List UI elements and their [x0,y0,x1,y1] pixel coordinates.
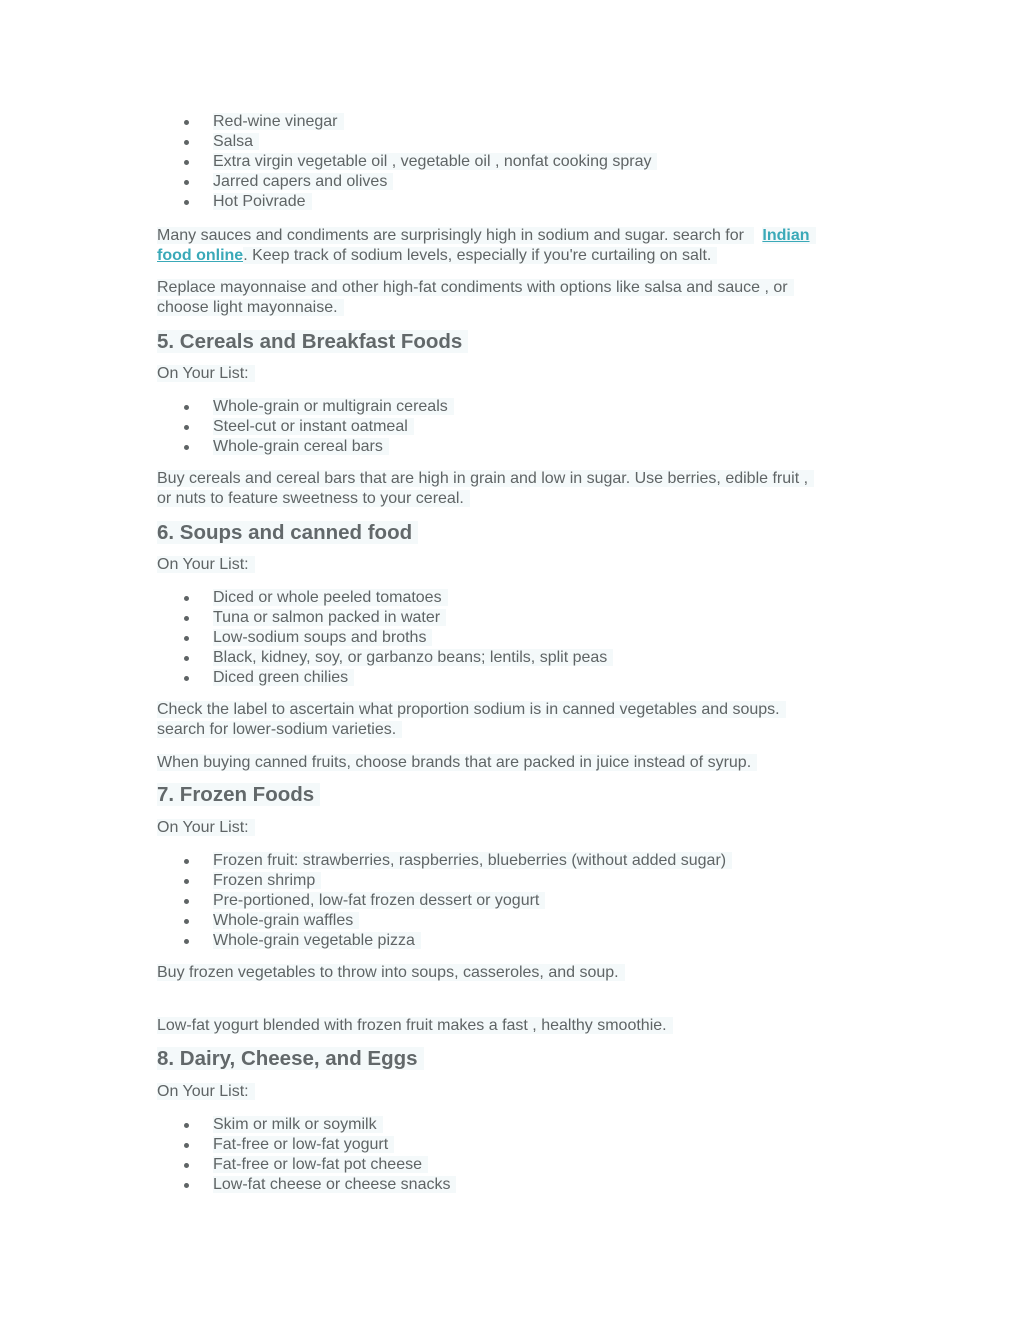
bullet-icon [184,180,189,185]
on-your-list-label: On Your List: [157,818,869,838]
smoothie-note: Low-fat yogurt blended with frozen fruit makes a fast , healthy smoothie. [157,1016,869,1036]
bullet-icon [184,899,189,904]
bullet-icon [184,425,189,430]
cereals-list [157,397,869,457]
dairy-list [157,1115,869,1195]
list-item: Low-fat cheese or cheese snacks [157,1175,869,1195]
list-item: Black, kidney, soy, or garbanzo beans; lentils, split peas [157,648,869,668]
bullet-icon [184,405,189,410]
on-your-list-label: On Your List: [157,1082,869,1102]
list-item: Diced green chilies [157,668,869,688]
bullet-icon [184,1163,189,1168]
list-item: Low-sodium soups and broths [157,628,869,648]
list-item: Pre-portioned, low-fat frozen dessert or yogurt [157,891,869,911]
list-item: Frozen shrimp [157,871,869,891]
frozen-list [157,851,869,951]
indian-food-online-link[interactable]: Indian [762,227,815,244]
bullet-icon [184,636,189,641]
list-item: Whole-grain vegetable pizza [157,931,869,951]
list-item: Skim or milk or soymilk [157,1115,869,1135]
list-item: Fat-free or low-fat yogurt [157,1135,869,1155]
list-item: Extra virgin vegetable oil , vegetable oil , nonfat cooking spray [157,152,869,172]
indian-food-online-link-continued[interactable]: food online [157,247,244,264]
bullet-icon [184,160,189,165]
bullet-icon [184,445,189,450]
frozen-vegetables-note: Buy frozen vegetables to throw into soups, casseroles, and soup. [157,963,869,983]
list-item: Hot Poivrade [157,192,869,212]
section-heading-frozen: 7. Frozen Foods [157,782,869,808]
list-item: Red-wine vinegar [157,112,869,132]
bullet-icon [184,616,189,621]
list-item: Jarred capers and olives [157,172,869,192]
bullet-icon [184,859,189,864]
soups-list [157,588,869,688]
bullet-icon [184,596,189,601]
cereals-note: Buy cereals and cereal bars that are high in grain and low in sugar. Use berries, edible fruit , or nuts to feature sweetness to your cereal. [157,469,869,509]
list-item: Whole-grain cereal bars [157,437,869,457]
bullet-icon [184,1123,189,1128]
bullet-icon [184,200,189,205]
bullet-icon [184,656,189,661]
bullet-icon [184,140,189,145]
list-item: Whole-grain or multigrain cereals [157,397,869,417]
canned-sodium-note: Check the label to ascertain what proportion sodium is in canned vegetables and soups. search for lower-sodium varieties. [157,700,869,740]
bullet-icon [184,120,189,125]
list-item: Steel-cut or instant oatmeal [157,417,869,437]
bullet-icon [184,1183,189,1188]
bullet-icon [184,939,189,944]
section-heading-cereals: 5. Cereals and Breakfast Foods [157,329,869,355]
canned-fruits-note: When buying canned fruits, choose brands that are packed in juice instead of syrup. [157,753,869,773]
section-heading-dairy: 8. Dairy, Cheese, and Eggs [157,1046,869,1072]
list-item: Diced or whole peeled tomatoes [157,588,869,608]
sauces-paragraph: Many sauces and condiments are surprisingly high in sodium and sugar. search for Indian food online. Keep track of sodium levels, especially if you're curtailing on salt. [157,226,869,266]
mayonnaise-paragraph: Replace mayonnaise and other high-fat condiments with options like salsa and sauce , or choose light mayonnaise. [157,278,869,318]
list-item: Fat-free or low-fat pot cheese [157,1155,869,1175]
list-item: Salsa [157,132,869,152]
bullet-icon [184,919,189,924]
bullet-icon [184,676,189,681]
on-your-list-label: On Your List: [157,555,869,575]
list-item: Tuna or salmon packed in water [157,608,869,628]
list-item: Frozen fruit: strawberries, raspberries, blueberries (without added sugar) [157,851,869,871]
document-page [157,112,869,1195]
on-your-list-label: On Your List: [157,364,869,384]
condiments-list [157,112,869,212]
bullet-icon [184,879,189,884]
bullet-icon [184,1143,189,1148]
section-heading-soups: 6. Soups and canned food [157,520,869,546]
list-item: Whole-grain waffles [157,911,869,931]
